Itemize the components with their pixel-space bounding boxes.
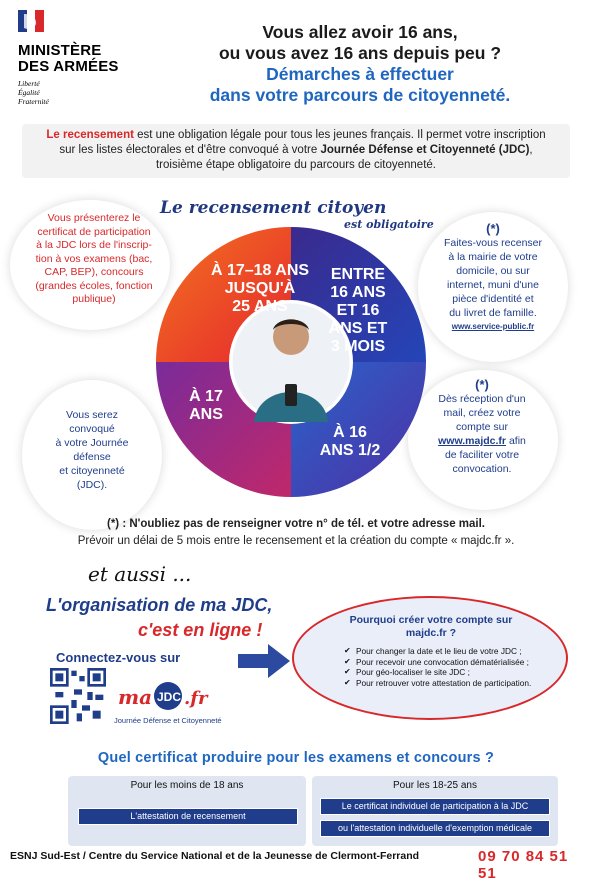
recensement-subtitle: est obligatoire [344,218,434,231]
bubble-right-bottom-text [414,378,550,476]
arrow-right-icon [238,644,290,678]
rt-line4: internet, muni d'une [447,279,539,291]
connect-text: Connectez-vous sur [56,650,181,665]
oval-title-line1: Pourquoi créer votre compte sur [349,614,513,626]
rb-star: (*) [475,377,489,392]
note-line1: (*) : N'oubliez pas de renseigner votre n° de tél. et votre adresse mail. [106,518,485,530]
headline [150,22,570,106]
wheel-label-4-line2: ANS [189,406,223,423]
lt-line5: CAP, BEP), concours [44,266,144,278]
lt-line3: à la JDC lors de l'inscrip- [36,239,152,251]
wheel-label-2-line3: ET 16 [336,302,380,319]
note-line2: Prévoir un délai de 5 mois entre le recensement et la création du compte « majdc.fr ». [77,535,515,547]
wheel-label-1 [205,262,315,316]
service-public-link[interactable]: www.service-public.fr [451,322,535,331]
wheel-label-4 [176,388,236,424]
exemption-medicale-button[interactable]: ou l'attestation individuelle d'exemption médicale [320,820,550,837]
lt-line1: Vous présenterez le [47,212,141,224]
recensement-title: Le recensement citoyen [160,198,387,218]
oval-item: ✔ Pour changer la date et le lieu de votre JDC ; [344,646,544,657]
lb-line4: défense [73,451,111,463]
oval-title-line2: majdc.fr ? [405,627,457,639]
wheel-label-1-line3: 25 ANS [232,298,288,315]
wheel-label-2-line2: 16 ANS [330,284,386,301]
marianne-icon [18,10,44,32]
oval-title [346,614,516,640]
wheel-label-2-line4: ANS ET [328,320,388,337]
lt-line7: publique) [72,293,116,305]
lt-line2: certificat de participation [37,225,151,238]
rt-line3: domicile, ou sur [456,265,530,277]
svg-text:JDC: JDC [157,690,182,704]
rb-line1: Dès réception d'un [438,393,526,405]
intro-text1: est une obligation légale pour tous les jeunes français. Il permet votre inscription [133,129,546,141]
wheel-label-3 [315,424,385,460]
headline-line2: ou vous avez 16 ans depuis peu ? [218,43,502,63]
headline-line1: Vous allez avoir 16 ans, [262,22,458,42]
organisation-line1: L'organisation de ma JDC, [46,595,273,615]
intro-bold: Le recensement [46,129,134,141]
rb-after: afin [508,435,526,447]
ministry-line1: MINISTÈRE [18,42,102,59]
box-18-25 [312,776,558,846]
footer-text: ESNJ Sud-Est / Centre du Service National et de la Jeunesse de Clermont-Ferrand [10,850,420,862]
svg-text:ma: ma [118,685,153,709]
oval-list [344,646,544,688]
bubble-left-bottom-text [32,408,152,492]
box2-title: Pour les 18-25 ans [393,780,477,791]
phone-number[interactable]: 09 70 84 51 51 [478,848,569,882]
lt-line6: (grandes écoles, fonction [35,279,153,292]
majdc-logo [118,676,218,716]
box-under-18 [68,776,306,846]
oval-item: ✔ Pour retrouver votre attestation de participation. [344,678,544,689]
reminder-note [0,516,592,550]
rt-line1: Faites-vous recenser [443,237,543,249]
wheel-label-4-line1: À 17 [189,388,223,405]
certificat-jdc-button[interactable]: Le certificat individuel de participation à la JDC [320,798,550,815]
lb-line2: convoqué [69,423,115,435]
intro-text2: sur les listes électorales et d'être convoqué à votre [59,144,321,156]
svg-text:.fr: .fr [184,688,208,709]
headline-line3: Démarches à effectuer [266,64,454,84]
motto-fraternite: Fraternité [18,97,49,106]
certificate-question: Quel certificat produire pour les examens et concours ? [97,750,495,766]
ministry-line2: DES ARMÉES [18,58,119,75]
rb-line5: de faciliter votre [444,449,520,461]
rb-line3: compte sur [456,421,508,433]
wheel-label-3-line2: ANS 1/2 [319,442,381,459]
bubble-left-top-text [20,212,168,307]
rt-line2: à la mairie de votre [448,251,538,263]
attestation-recensement-button[interactable]: L'attestation de recensement [78,808,298,825]
oval-item: ✔ Pour géo-localiser le site JDC ; [344,667,544,678]
intro-jdc: Journée Défense et Citoyenneté (JDC) [320,144,530,156]
phone-icon [285,384,297,406]
qr-code-icon[interactable] [50,668,106,724]
lb-line1: Vous serez [66,409,118,421]
rt-line5: pièce d'identité et [452,293,534,305]
box1-title: Pour les moins de 18 ans [130,780,244,791]
rb-line6: convocation. [452,463,512,475]
oval-item: ✔ Pour recevoir une convocation dématérialisée ; [344,657,544,668]
motto [18,79,128,106]
bubble-right-top-text [426,222,560,334]
majdc-subtitle: Journée Défense et Citoyenneté [114,716,222,725]
lb-line3: à votre Journée [55,437,129,449]
motto-egalite: Égalité [18,88,40,97]
intro-text3: , [529,144,533,156]
headline-line4: dans votre parcours de citoyenneté. [209,85,511,105]
wheel-label-2-line1: ENTRE [330,266,386,283]
et-aussi-text: et aussi ... [88,562,192,586]
wheel-label-1-line2: JUSQU'À [224,280,296,297]
intro-box [22,124,570,178]
lt-line4: tion à vos examens (bac, [35,252,153,265]
intro-text4: troisième étape obligatoire du parcours de citoyenneté. [155,159,436,171]
lb-line6: (JDC). [76,479,108,491]
motto-liberte: Liberté [18,79,40,88]
rb-line2: mail, créez votre [443,407,521,419]
majdc-link[interactable]: www.majdc.fr [438,435,507,447]
rt-star: (*) [486,221,500,236]
wheel-label-2-line5: 3 MOIS [330,338,386,355]
wheel-label-1-line1: À 17–18 ANS [210,262,310,279]
rt-line6: du livret de famille. [449,307,537,319]
ministry-name [18,43,128,75]
lb-line5: et citoyenneté [59,465,125,477]
organisation-line2: c'est en ligne ! [138,620,263,640]
ministry-logo [18,10,128,106]
wheel-label-2 [318,266,398,356]
wheel-label-3-line1: À 16 [333,424,367,441]
